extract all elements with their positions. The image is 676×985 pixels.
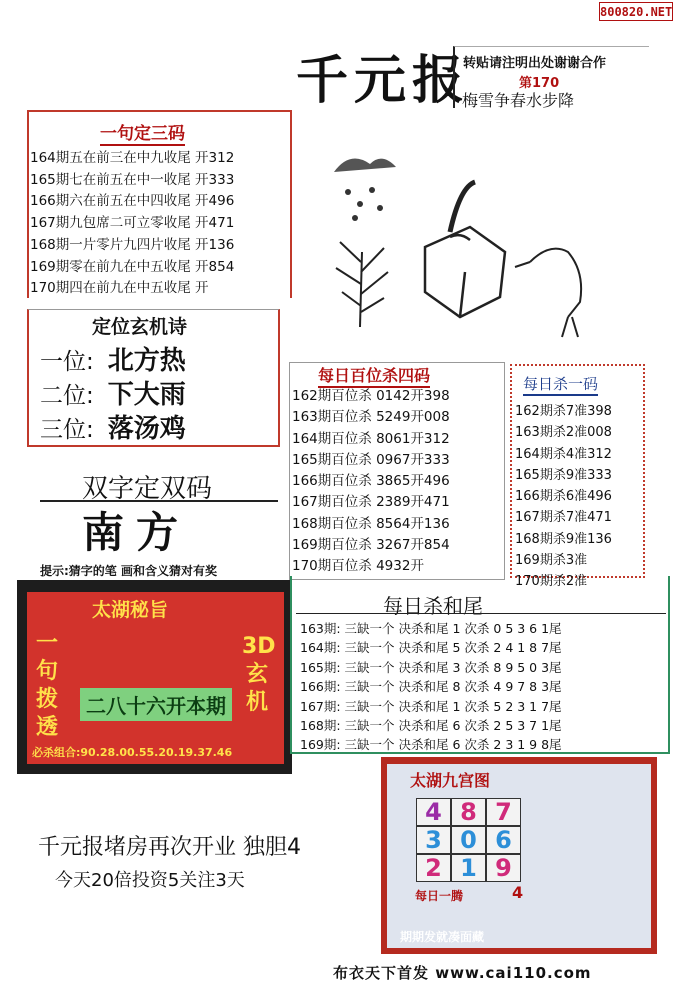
list-item: 168期杀9准136 bbox=[515, 531, 612, 547]
grid-cell: 1 bbox=[451, 854, 486, 882]
list-item: 167期九包席二可立零收尾 开471 bbox=[30, 215, 235, 232]
list-item: 166期: 三缺一个 决杀和尾 8 次杀 4 9 7 8 3尾 bbox=[300, 679, 562, 695]
table-row: 167期百位杀 2389开471 bbox=[292, 494, 450, 511]
list-item: 163期: 三缺一个 决杀和尾 1 次杀 0 5 3 6 1尾 bbox=[300, 621, 562, 636]
hewei-list bbox=[300, 619, 562, 755]
site-badge[interactable]: 800820.NET bbox=[599, 2, 673, 21]
list-item: 166期杀6准496 bbox=[515, 489, 612, 505]
poem-line bbox=[40, 379, 186, 413]
taihu-combo: 必杀组合:90.28.00.55.20.19.37.46 bbox=[32, 746, 233, 759]
yiju-title: 一句定三码 bbox=[100, 124, 185, 144]
grid-cell: 3 bbox=[416, 826, 451, 854]
table-row: 165期百位杀 0967开333 bbox=[292, 451, 450, 468]
shuang-hint: 提示:猜字的笔 画和含义猜对有奖 bbox=[40, 564, 217, 578]
list-item: 165期: 三缺一个 决杀和尾 3 次杀 8 9 5 0 3尾 bbox=[300, 659, 562, 675]
hewei-title: 每日杀和尾 bbox=[383, 594, 483, 618]
issue-number: 第170 bbox=[519, 76, 560, 91]
poem-position: 二位: bbox=[40, 383, 94, 409]
bai-title: 每日百位杀四码 bbox=[318, 366, 430, 388]
jiugong-title: 太湖九宫图 bbox=[410, 771, 491, 790]
repost-notice: 转贴请注明出处谢谢合作 bbox=[463, 56, 607, 71]
list-item: 170期四在前九在中五收尾 开 bbox=[30, 280, 209, 297]
jiugong-sub: 每日一腾 bbox=[415, 889, 464, 903]
jiugong-sub-value: 4 bbox=[512, 883, 524, 902]
table-row: 170期百位杀 4932开 bbox=[292, 558, 424, 575]
grid-cell: 6 bbox=[486, 826, 521, 854]
list-item: 168期: 三缺一个 决杀和尾 6 次杀 2 5 3 7 1尾 bbox=[300, 718, 562, 734]
slogan: 千元报堵房再次开业 独胆4 bbox=[38, 835, 301, 860]
list-item: 169期零在前九在中五收尾 开854 bbox=[30, 258, 235, 275]
table-row: 169期百位杀 3267开854 bbox=[292, 537, 450, 554]
grid-cell: 0 bbox=[451, 826, 486, 854]
taihu-left-caption: 一句拨透 bbox=[35, 631, 58, 740]
jiugong-bottom-text: 期期发就凑面藏 bbox=[400, 930, 485, 944]
list-item: 167期杀7准471 bbox=[515, 510, 612, 526]
list-item: 169期杀3准 bbox=[515, 553, 588, 569]
taihu-main-text: 二八十六开本期 bbox=[80, 688, 232, 721]
grid-cell: 2 bbox=[416, 854, 451, 882]
shuang-title: 双字定双码 bbox=[82, 474, 213, 504]
taihu-title: 太湖秘旨 bbox=[92, 599, 169, 621]
list-item: 164期五在前三在中九收尾 开312 bbox=[30, 150, 235, 166]
list-item: 170期杀2准 bbox=[515, 574, 588, 590]
grid-cell: 4 bbox=[416, 798, 451, 826]
footer-credit[interactable]: 布衣天下首发 www.cai110.com bbox=[333, 964, 592, 982]
grid-cell: 7 bbox=[486, 798, 521, 826]
poem-lines bbox=[40, 345, 186, 447]
poem-position: 三位: bbox=[40, 417, 94, 443]
poem-line bbox=[40, 345, 186, 379]
list-item: 164期杀4准312 bbox=[515, 446, 612, 462]
list-item: 164期: 三缺一个 决杀和尾 5 次杀 2 4 1 8 7尾 bbox=[300, 640, 562, 656]
grid-cell: 9 bbox=[486, 854, 521, 882]
poem-position: 一位: bbox=[40, 349, 94, 375]
yima-list bbox=[515, 401, 612, 593]
yiju-list bbox=[30, 148, 234, 300]
table-row: 168期百位杀 8564开136 bbox=[292, 515, 450, 532]
poem-line bbox=[40, 413, 186, 447]
divider bbox=[296, 613, 666, 614]
table-row: 164期百位杀 8061开312 bbox=[292, 430, 450, 447]
notice-tail: 梅雪争春水步降 bbox=[462, 91, 575, 110]
bai-table bbox=[292, 386, 450, 578]
list-item: 162期杀7准398 bbox=[515, 404, 612, 419]
subslogan: 今天20倍投资5关注3天 bbox=[55, 870, 245, 891]
list-item: 169期: 三缺一个 决杀和尾 6 次杀 2 3 1 9 8尾 bbox=[300, 737, 562, 753]
poem-text: 北方热 bbox=[107, 346, 186, 376]
table-row: 162期百位杀 0142开398 bbox=[292, 388, 450, 404]
masthead-title: 千元报 bbox=[296, 50, 471, 111]
table-row: 163期百位杀 5249开008 bbox=[292, 409, 450, 426]
list-item: 166期六在前五在中四收尾 开496 bbox=[30, 193, 235, 210]
list-item: 168期一片零片九四片收尾 开136 bbox=[30, 236, 235, 253]
shuang-answer: 南方 bbox=[82, 508, 191, 557]
poem-text: 落汤鸡 bbox=[107, 414, 186, 444]
list-item: 165期杀9准333 bbox=[515, 467, 612, 483]
list-item: 167期: 三缺一个 决杀和尾 1 次杀 5 2 3 1 7尾 bbox=[300, 698, 562, 714]
jiugong-grid bbox=[416, 798, 521, 882]
grid-cell: 8 bbox=[451, 798, 486, 826]
list-item: 165期七在前五在中一收尾 开333 bbox=[30, 171, 235, 188]
taihu-right-caption: 3D玄机 bbox=[242, 634, 276, 715]
yima-title: 每日杀一码 bbox=[523, 375, 598, 396]
poem-text: 下大雨 bbox=[107, 380, 186, 410]
list-item: 163期杀2准008 bbox=[515, 425, 612, 441]
table-row: 166期百位杀 3865开496 bbox=[292, 473, 450, 490]
poem-title: 定位玄机诗 bbox=[92, 316, 188, 338]
sketch-illustration bbox=[300, 112, 642, 352]
